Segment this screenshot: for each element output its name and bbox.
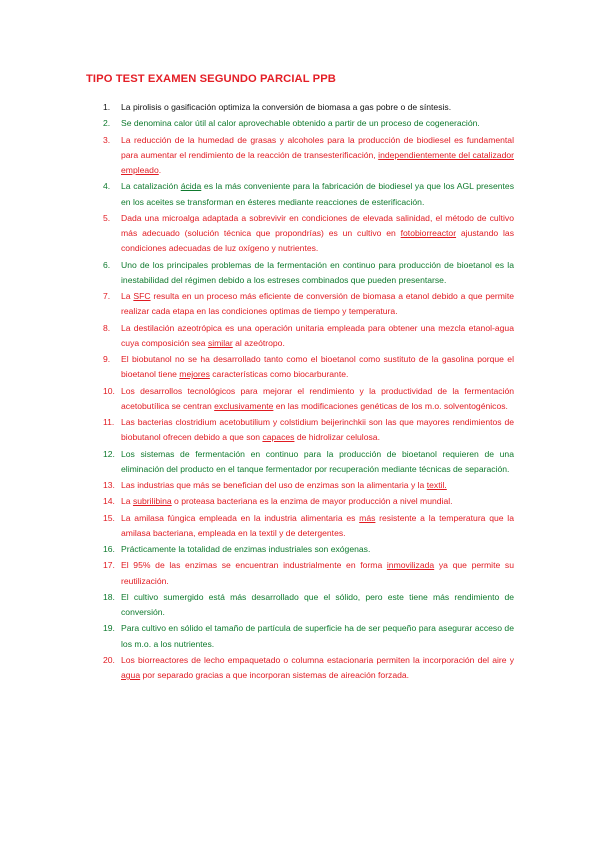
underlined-term: mejores xyxy=(179,369,210,380)
item-text: Los biorreactores de lecho empaquetado o columna estacionaria permiten la incorporación del aire y xyxy=(121,654,514,665)
question-list xyxy=(0,100,600,684)
underlined-term: agua xyxy=(121,670,141,681)
item-number: 19. xyxy=(103,623,115,634)
item-text: La pirolisis o gasificación optimiza la conversión de biomasa a gas pobre o de síntesis. xyxy=(121,102,452,112)
underlined-term: ácida xyxy=(180,181,202,192)
item-number: 7. xyxy=(103,291,111,301)
item-number: 16. xyxy=(103,544,115,555)
item-number: 17. xyxy=(103,560,115,571)
underlined-term: subrilibina xyxy=(132,496,172,507)
item-text: Para cultivo en sólido el tamaño de partícula de superficie ha de ser pequeño para asegurar acceso de los m.o. a los nutrientes. xyxy=(121,623,514,649)
item-number: 6. xyxy=(103,259,111,270)
underlined-term: exclusivamente xyxy=(214,400,274,411)
list-item xyxy=(0,653,514,683)
underlined-term: SFC xyxy=(133,291,151,301)
list-item xyxy=(0,100,514,115)
item-number: 14. xyxy=(103,496,115,507)
underlined-term: independientemente del catalizador empleado xyxy=(121,149,515,175)
underlined-term: fotobiorreactor xyxy=(400,228,457,238)
list-item xyxy=(0,542,514,557)
item-text: o proteasa bacteriana es la enzima de mayor producción a nivel mundial. xyxy=(171,496,453,507)
item-text: La xyxy=(121,496,133,507)
item-text: La catalización xyxy=(121,181,181,192)
item-number: 12. xyxy=(103,448,115,459)
item-text: La destilación azeotrópica es una operación unitaria empleada para obtener una mezcla etanol-agua cuya composición sea xyxy=(121,322,514,348)
list-item xyxy=(0,352,514,382)
list-item xyxy=(0,478,514,493)
item-text: resulta en un proceso más eficiente de conversión de biomasa a etanol debido a que permite realizar cada etapa en las condiciones optimas de tiempo y temperatura. xyxy=(121,291,514,317)
item-text: La reducción de la humedad de grasas y alcoholes para la producción de biodiesel es fundamental para aumentar el rendimiento de la reacción de transesterificación, xyxy=(121,134,514,160)
item-text: Las bacterias clostridium acetobutilium y colstidium beijerinchkii son las que mayores rendimientos de biobutanol ofrecen debido a que son xyxy=(121,417,514,443)
item-text: Uno de los principales problemas de la fermentación en continuo para producción de bioetanol es la inestabilidad del régimen debido a los estreses combinados que pueden presentarse. xyxy=(121,259,514,285)
list-item xyxy=(0,211,514,257)
underlined-term: capaces xyxy=(262,432,295,443)
item-text: en las modificaciones genéticas de los m.o. solventogénicos. xyxy=(273,400,508,411)
item-text: ya que permite su reutilización. xyxy=(121,560,514,586)
item-number: 20. xyxy=(103,654,115,665)
list-item xyxy=(0,558,514,588)
item-text: es la más conveniente para la fabricación de biodiesel ya que los AGL presentes en los aceites se transforman en ésteres mediante reacciones de esterificación. xyxy=(121,181,514,207)
item-text: Las industrias que más se benefician del uso de enzimas son la alimentaria y la xyxy=(121,480,427,490)
item-number: 5. xyxy=(103,212,111,223)
item-number: 11. xyxy=(103,417,115,427)
item-number: 2. xyxy=(103,118,111,129)
item-number: 13. xyxy=(103,480,115,490)
item-text: La xyxy=(121,291,134,301)
item-number: 3. xyxy=(103,134,111,145)
item-number: 18. xyxy=(103,591,115,602)
item-number: 4. xyxy=(103,181,111,192)
list-item xyxy=(0,258,514,288)
list-item xyxy=(0,133,514,179)
item-text: por separado gracias a que incorporan sistemas de aireación forzada. xyxy=(140,670,410,681)
item-text: Dada una microalga adaptada a sobrevivir en condiciones de elevada salinidad, el método de cultivo más adecuado (solución técnica que propondrías) es un cultivo en xyxy=(121,212,514,238)
list-item xyxy=(0,447,514,477)
list-item xyxy=(0,179,514,209)
item-number: 9. xyxy=(103,354,111,364)
list-item xyxy=(0,511,514,541)
item-number: 15. xyxy=(103,512,115,523)
item-text: . xyxy=(158,165,162,175)
item-text: Se denomina calor útil al calor aprovechable obtenido a partir de un proceso de cogeneración. xyxy=(121,118,480,129)
item-text: El biobutanol no se ha desarrollado tanto como el bioetanol como sustituto de la gasolina porque el bioetanol tiene xyxy=(121,354,514,380)
item-text: ajustando las condiciones adecuadas de luz oxígeno y nutrientes. xyxy=(121,228,514,254)
underlined-term: textil. xyxy=(426,480,447,490)
item-text: Los desarrollos tecnológicos para mejorar el rendimiento y la productividad de la fermentación acetobutílica se centran xyxy=(121,385,514,411)
item-text: de hidrolizar celulosa. xyxy=(294,432,380,443)
item-text: Los sistemas de fermentación en continuo para la producción de bioetanol requieren de una eliminación del producto en el tanque fermentador por recuperación mediante técnicas de separación. xyxy=(121,448,514,474)
item-text: características como biocarburante. xyxy=(209,369,349,380)
item-text: Prácticamente la totalidad de enzimas industriales son exógenas. xyxy=(121,544,371,555)
item-text: resistente a la temperatura que la amilasa bacteriana, empleada en la textil y de detergentes. xyxy=(121,512,514,538)
item-text: El cultivo sumergido está más desarrollado que el sólido, pero este tiene más rendimiento de conversión. xyxy=(121,591,514,618)
list-item xyxy=(0,415,514,445)
list-item xyxy=(0,289,514,319)
underlined-term: similar xyxy=(207,337,233,348)
list-item xyxy=(0,116,514,131)
underlined-term: inmovilizada xyxy=(386,560,435,571)
document-title: TIPO TEST EXAMEN SEGUNDO PARCIAL PPB xyxy=(86,73,336,85)
item-number: 8. xyxy=(103,322,111,333)
list-item xyxy=(0,621,514,651)
item-number: 10. xyxy=(103,385,115,396)
list-item xyxy=(0,590,514,620)
list-item xyxy=(0,384,514,414)
item-text: El 95% de las enzimas se encuentran industrialmente en forma xyxy=(121,560,387,571)
underlined-term: más xyxy=(359,512,376,523)
item-number: 1. xyxy=(103,102,111,112)
list-item xyxy=(0,494,514,509)
list-item xyxy=(0,321,514,351)
item-text: La amilasa fúngica empleada en la industria alimentaria es xyxy=(121,512,360,523)
item-text: al azeótropo. xyxy=(232,337,285,348)
